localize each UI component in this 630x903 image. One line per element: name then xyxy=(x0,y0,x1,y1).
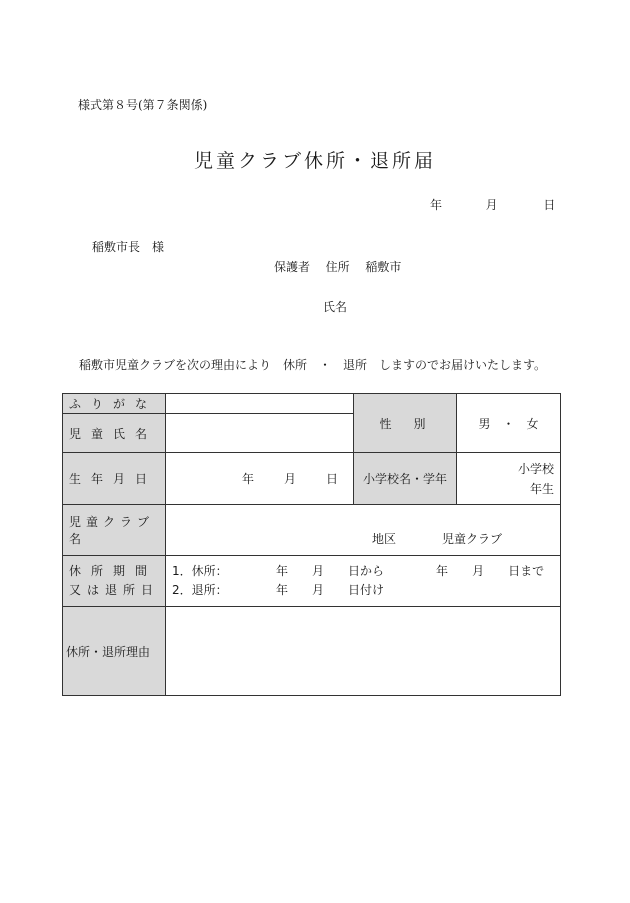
withdraw-month: 月 xyxy=(312,583,325,597)
withdraw-label: 2．退所： xyxy=(172,583,228,597)
child-name-label: 児童氏名 xyxy=(63,414,166,453)
reason-label: 休所・退所理由 xyxy=(63,607,166,696)
submission-date xyxy=(430,196,555,213)
period-label-line2: 又は退所日 xyxy=(69,583,160,597)
leave-from: 日から xyxy=(348,564,385,578)
school-label: 小学校名・学年 xyxy=(354,453,457,505)
birth-date-field[interactable] xyxy=(166,453,354,505)
club-name-field[interactable] xyxy=(166,505,561,556)
period-field[interactable] xyxy=(166,556,561,607)
leave-to-year: 年 xyxy=(436,564,449,578)
leave-year: 年 xyxy=(276,564,289,578)
district-suffix: 地区 xyxy=(372,532,397,546)
guardian-address xyxy=(274,258,401,275)
leave-month: 月 xyxy=(312,564,325,578)
reason-field[interactable] xyxy=(166,607,561,696)
page-title: 児童クラブ休所・退所届 xyxy=(193,150,436,172)
school-suffix: 小学校 xyxy=(517,461,554,476)
withdraw-line xyxy=(172,581,554,600)
application-table xyxy=(62,393,561,696)
school-field[interactable] xyxy=(457,453,561,505)
leave-label: 1．休所： xyxy=(172,564,228,578)
birth-year: 年 xyxy=(242,472,255,486)
gender-label: 性 別 xyxy=(354,394,457,453)
gender-options[interactable]: 男 ・ 女 xyxy=(457,394,561,453)
birth-date-label: 生年月日 xyxy=(63,453,166,505)
club-name-label: 児童クラブ名 xyxy=(63,505,166,556)
leave-until: 日まで xyxy=(508,564,545,578)
grade-suffix: 年生 xyxy=(529,481,554,496)
birth-day: 日 xyxy=(326,472,339,486)
date-year: 年 xyxy=(430,198,443,212)
period-label xyxy=(63,556,166,607)
addressee: 稲敷市長 様 xyxy=(92,240,165,254)
child-name-field[interactable] xyxy=(166,414,354,453)
period-label-line1: 休所期間 xyxy=(69,564,158,578)
leave-to-month: 月 xyxy=(472,564,485,578)
club-suffix: 児童クラブ xyxy=(442,532,503,546)
date-month: 月 xyxy=(485,198,498,212)
address-label: 住所 xyxy=(325,260,350,274)
form-number: 様式第８号(第７条関係) xyxy=(78,98,208,112)
statement: 稲敷市児童クラブを次の理由により 休所 ・ 退所 しますのでお届けいたします。 xyxy=(79,358,547,372)
birth-month: 月 xyxy=(284,472,297,486)
withdraw-day: 日付け xyxy=(348,583,385,597)
guardian-label: 保護者 xyxy=(274,260,311,274)
withdraw-year: 年 xyxy=(276,583,289,597)
date-day: 日 xyxy=(543,198,556,212)
furigana-label: ふりがな xyxy=(63,394,166,414)
leave-line xyxy=(172,562,554,581)
guardian-name-label: 氏名 xyxy=(323,300,348,314)
furigana-field[interactable] xyxy=(166,394,354,414)
address-city: 稲敷市 xyxy=(365,260,402,274)
